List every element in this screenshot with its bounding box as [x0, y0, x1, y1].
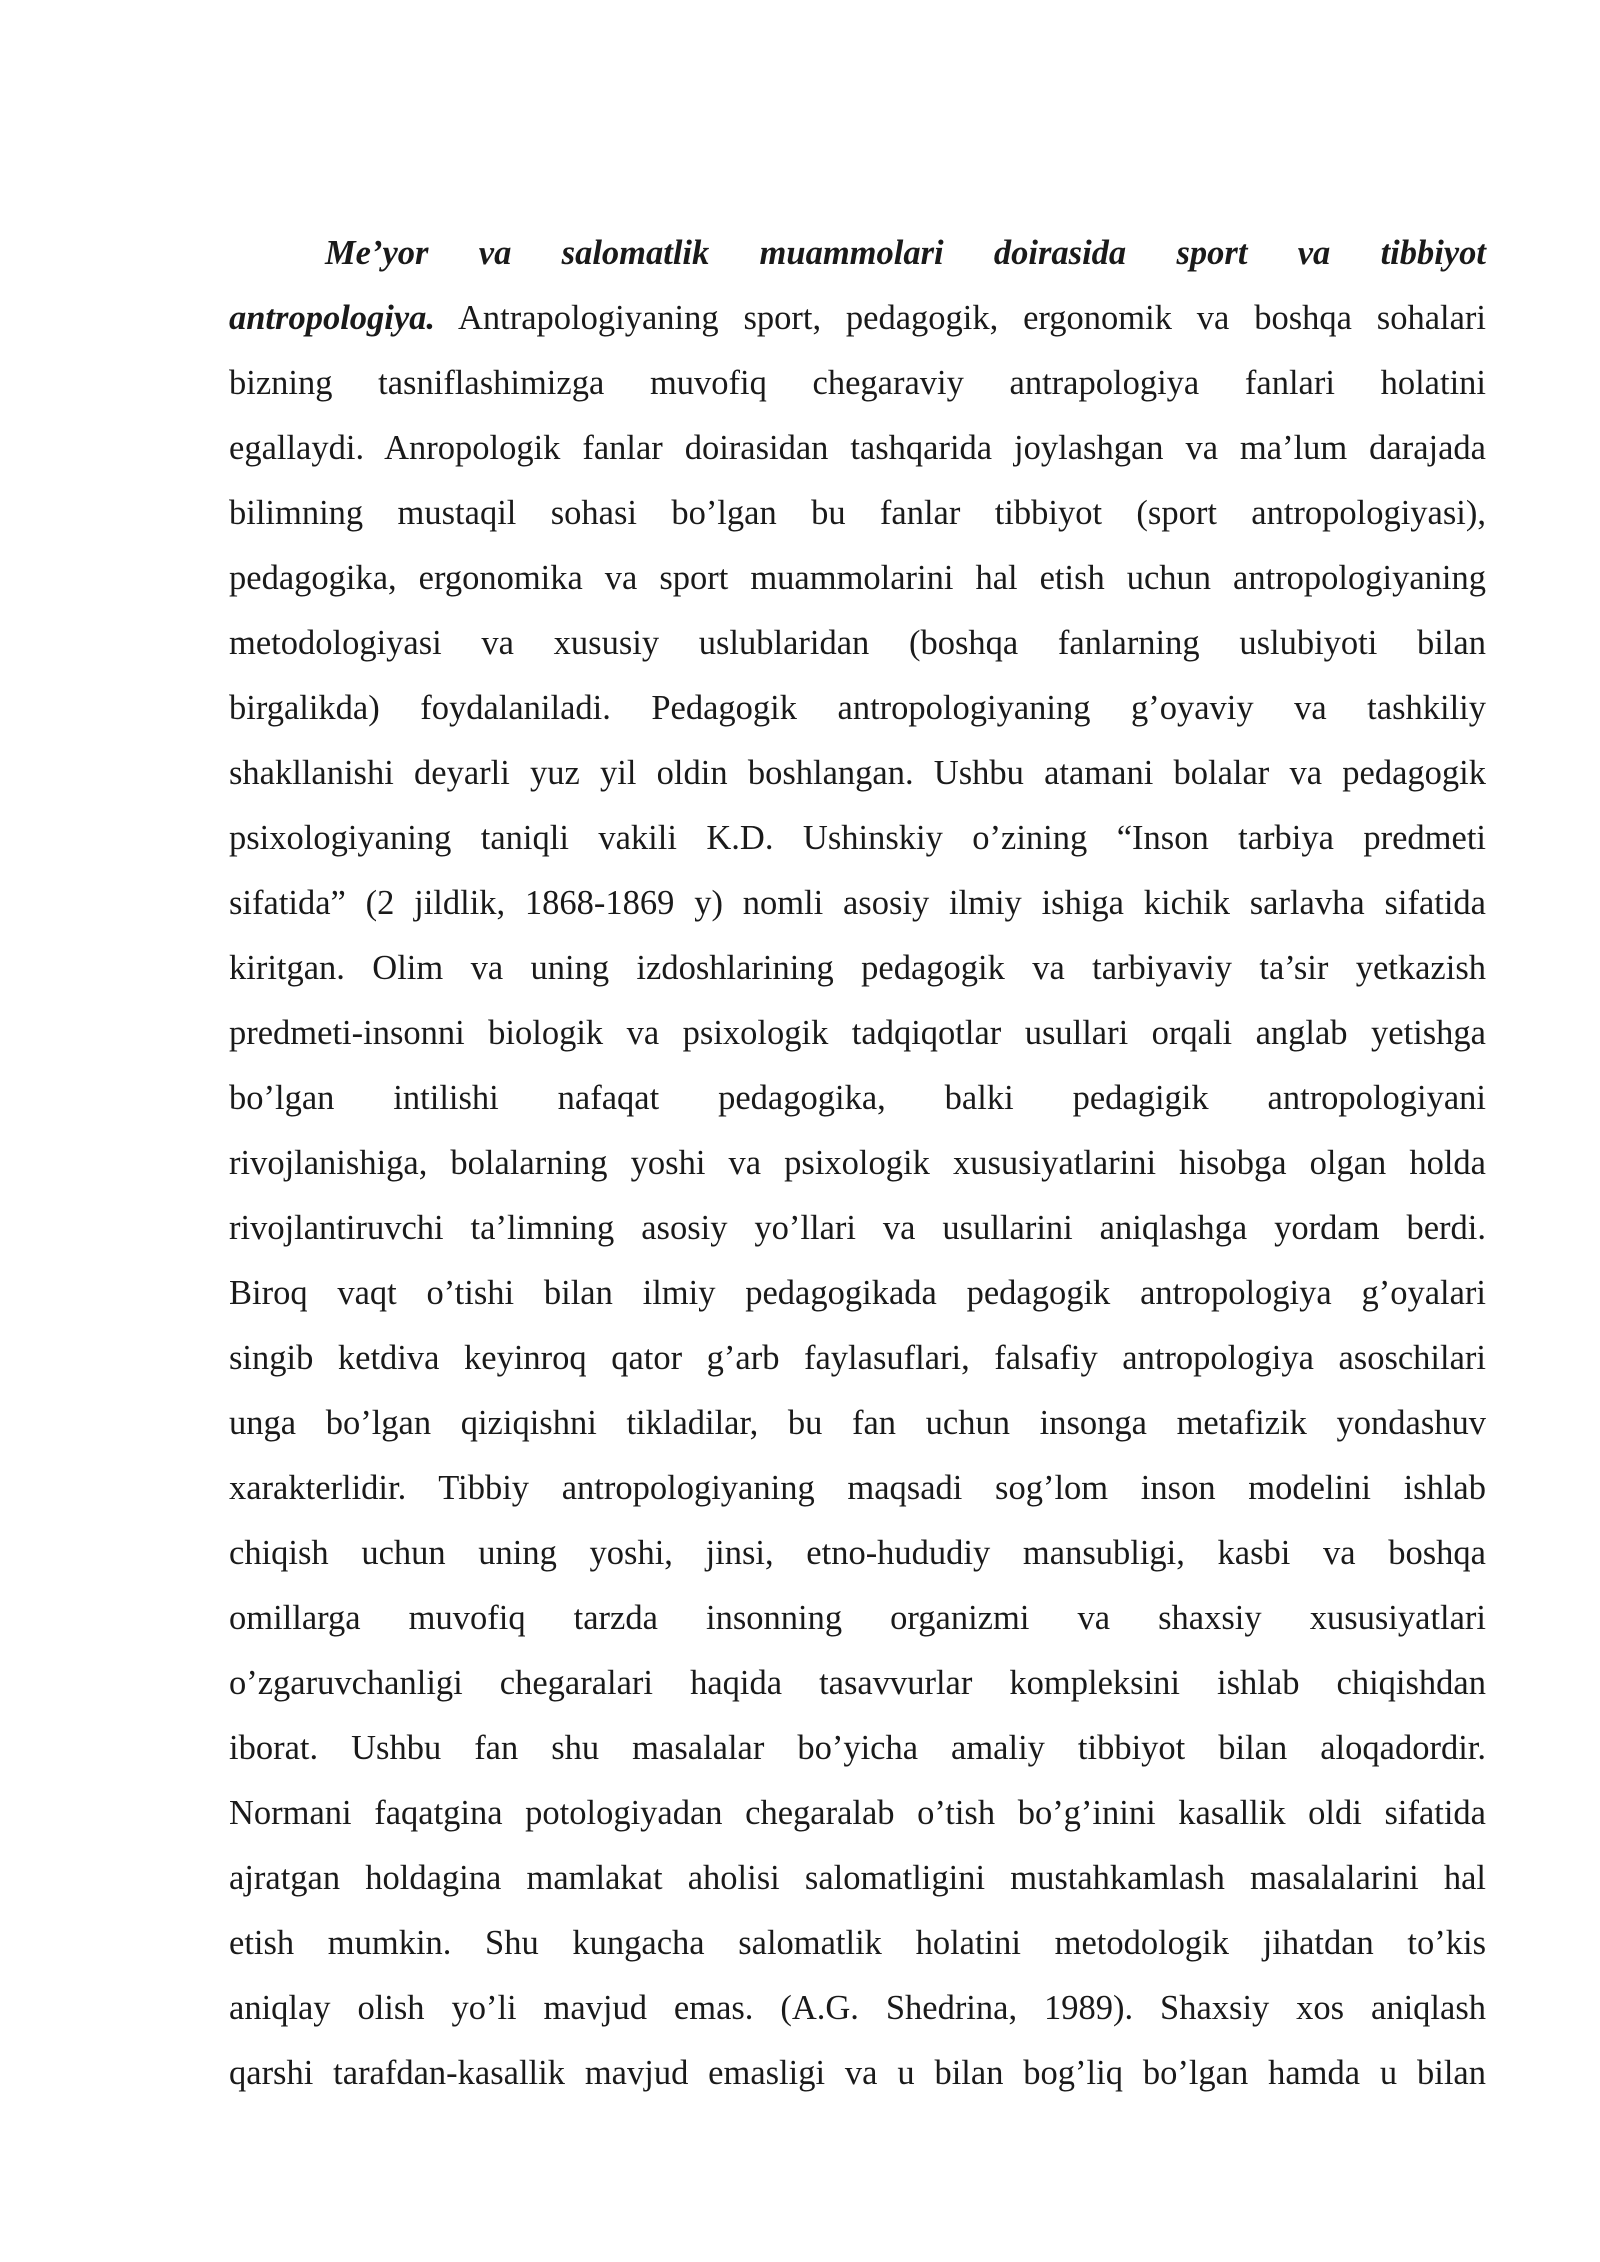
- paragraph-line: bilimning mustaqil sohasi bo’lgan bu fanlar tibbiyot (sport antropologiyasi),: [229, 494, 1486, 532]
- paragraph-line: etish mumkin. Shu kungacha salomatlik holatini metodologik jihatdan to’kis: [229, 1924, 1486, 1962]
- paragraph-line: birgalikda) foydalaniladi. Pedagogik antropologiyaning g’oyaviy va tashkiliy: [229, 689, 1486, 727]
- paragraph-line: unga bo’lgan qiziqishni tikladilar, bu fan uchun insonga metafizik yondashuv: [229, 1404, 1486, 1442]
- paragraph-line: rivojlantiruvchi ta’limning asosiy yo’llari va usullarini aniqlashga yordam berdi.: [229, 1209, 1486, 1247]
- line-text: Antrapologiyaning sport, pedagogik, ergonomik va boshqa sohalari: [458, 299, 1486, 337]
- paragraph-line: bo’lgan intilishi nafaqat pedagogika, balki pedagigik antropologiyani: [229, 1079, 1486, 1117]
- paragraph-line: shakllanishi deyarli yuz yil oldin boshlangan. Ushbu atamani bolalar va pedagogik: [229, 754, 1486, 792]
- paragraph-line: Biroq vaqt o’tishi bilan ilmiy pedagogikada pedagogik antropologiya g’oyalari: [229, 1274, 1486, 1312]
- paragraph-line: bizning tasniflashimizga muvofiq chegaraviy antrapologiya fanlari holatini: [229, 364, 1486, 402]
- paragraph-line: qarshi tarafdan-kasallik mavjud emasligi va u bilan bog’liq bo’lgan hamda u bilan: [229, 2054, 1486, 2092]
- paragraph-line: rivojlanishiga, bolalarning yoshi va psixologik xususiyatlarini hisobga olgan holda: [229, 1144, 1486, 1182]
- paragraph-line: [229, 291, 1486, 356]
- paragraph-line: [229, 226, 1486, 291]
- paragraph-line: ajratgan holdagina mamlakat aholisi salomatligini mustahkamlash masalalarini hal: [229, 1859, 1486, 1897]
- paragraph-line: metodologiyasi va xususiy uslublaridan (boshqa fanlarning uslubiyoti bilan: [229, 624, 1486, 662]
- paragraph-line: Normani faqatgina potologiyadan chegaralab o’tish bo’g’inini kasallik oldi sifatida: [229, 1794, 1486, 1832]
- paragraph-line: omillarga muvofiq tarzda insonning organizmi va shaxsiy xususiyatlari: [229, 1599, 1486, 1637]
- paragraph-line: iborat. Ushbu fan shu masalalar bo’yicha amaliy tibbiyot bilan aloqadordir.: [229, 1729, 1486, 1767]
- paragraph-line: chiqish uchun uning yoshi, jinsi, etno-hududiy mansubligi, kasbi va boshqa: [229, 1534, 1486, 1572]
- paragraph-line: singib ketdiva keyinroq qator g’arb faylasuflari, falsafiy antropologiya asoschilari: [229, 1339, 1486, 1377]
- paragraph-line: sifatida” (2 jildlik, 1868-1869 y) nomli asosiy ilmiy ishiga kichik sarlavha sifatida: [229, 884, 1486, 922]
- paragraph-line: predmeti-insonni biologik va psixologik tadqiqotlar usullari orqali anglab yetishga: [229, 1014, 1486, 1052]
- paragraph-line: kiritgan. Olim va uning izdoshlarining pedagogik va tarbiyaviy ta’sir yetkazish: [229, 949, 1486, 987]
- paragraph-line: o’zgaruvchanligi chegaralari haqida tasavvurlar kompleksini ishlab chiqishdan: [229, 1664, 1486, 1702]
- section-heading-continued: antropologiya.: [229, 299, 436, 337]
- paragraph-line: xarakterlidir. Tibbiy antropologiyaning maqsadi sog’lom inson modelini ishlab: [229, 1469, 1486, 1507]
- body-paragraph: [229, 226, 1486, 2111]
- paragraph-line: egallaydi. Anropologik fanlar doirasidan tashqarida joylashgan va ma’lum darajada: [229, 429, 1486, 467]
- paragraph-line: psixologiyaning taniqli vakili K.D. Ushinskiy o’zining “Inson tarbiya predmeti: [229, 819, 1486, 857]
- section-heading: Me’yor va salomatlik muammolari doirasida sport va tibbiyot: [325, 234, 1486, 272]
- paragraph-line: aniqlay olish yo’li mavjud emas. (A.G. Shedrina, 1989). Shaxsiy xos aniqlash: [229, 1989, 1486, 2027]
- paragraph-line: pedagogika, ergonomika va sport muammolarini hal etish uchun antropologiyaning: [229, 559, 1486, 597]
